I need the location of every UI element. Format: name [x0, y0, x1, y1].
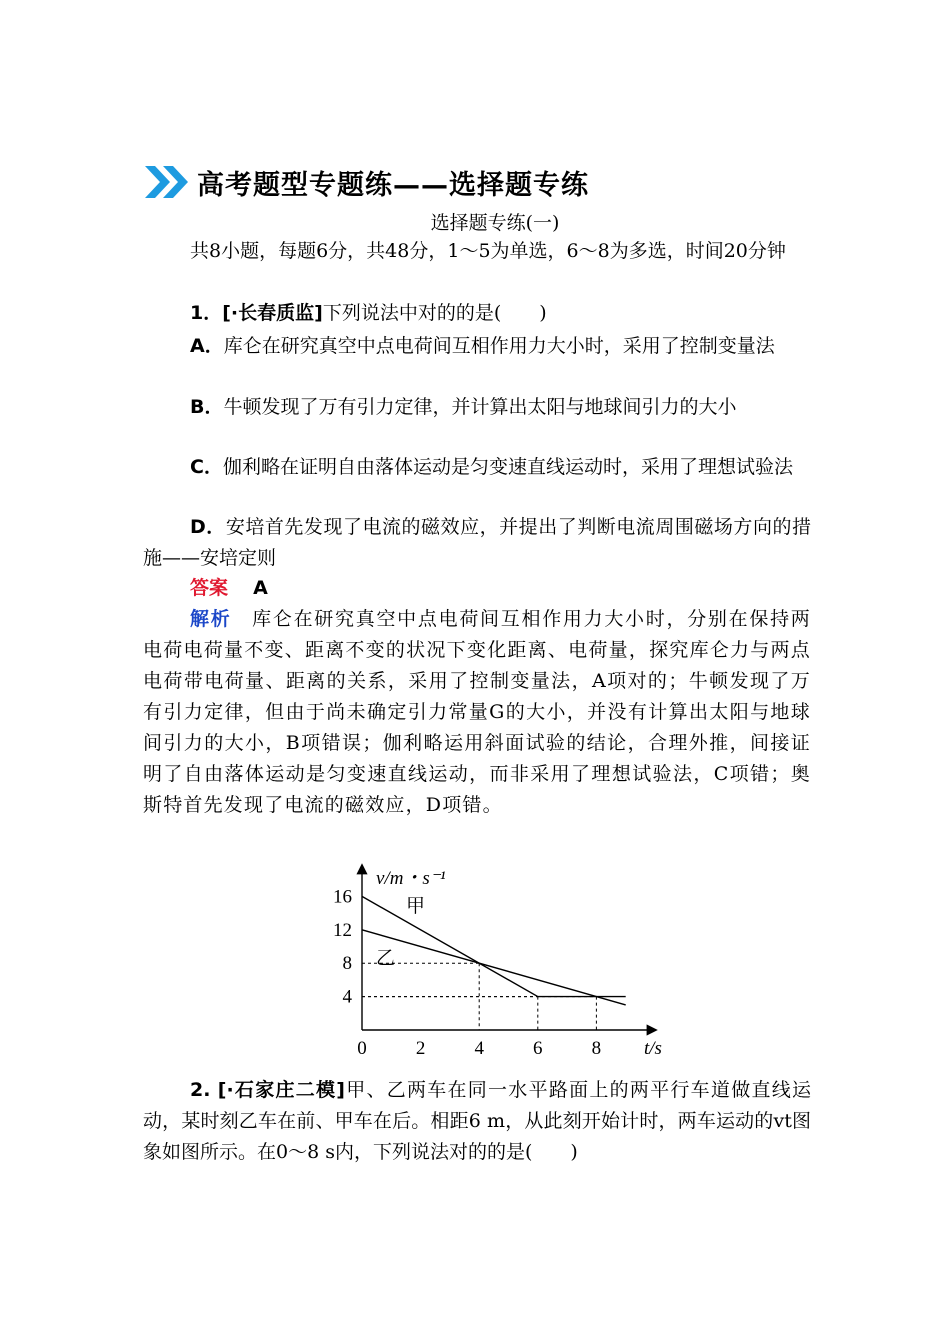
q1-option-text: 安培首先发现了电流的磁效应，并提出了判断电流周围磁场方向的措施——安培定则	[143, 516, 811, 569]
q1-option-c	[143, 452, 811, 483]
x-tick-label: 4	[474, 1038, 484, 1059]
q1-option-letter: B．	[190, 396, 224, 418]
q2-number: 2.	[190, 1079, 211, 1101]
q2-source: [·石家庄二模]	[217, 1079, 345, 1101]
x-tick-label: 6	[533, 1038, 543, 1059]
y-tick-label: 8	[342, 953, 352, 975]
analysis-label: 解析	[190, 608, 232, 630]
q1-stem	[143, 298, 811, 329]
x-tick-label: 2	[415, 1038, 426, 1059]
q2-text: 甲、乙两车在同一水平路面上的两平行车道做直线运动，某时刻乙车在前、甲车在后。相距6 m，从此刻开始计时，两车运动的vt图象如图所示。在0～8 s内，下列说法对的的是( )	[143, 1079, 811, 1163]
series-line-jia	[362, 896, 626, 996]
q1-number: 1．	[190, 302, 223, 324]
series-label-yi: 乙	[376, 948, 396, 969]
x-tick-label: 8	[591, 1038, 602, 1059]
q1-source: [·长春质监]	[222, 302, 323, 324]
section-subtitle: 选择题专练(一)	[430, 212, 560, 234]
page-title: 高考题型专题练——选择题专练	[197, 169, 589, 201]
y-tick-label: 4	[342, 986, 352, 1008]
q1-answer	[143, 573, 811, 604]
tick-labels	[333, 886, 601, 1059]
q1-stem-text: 下列说法中对的的是( )	[322, 302, 547, 324]
q1-option-text: 伽利略在证明自由落体运动是匀变速直线运动时，采用了理想试验法	[222, 456, 793, 478]
series-lines	[362, 896, 626, 1005]
y-tick-label: 16	[333, 886, 352, 908]
series-label-jia: 甲	[406, 896, 426, 917]
double-chevron-icon	[143, 162, 193, 202]
answer-value: A	[253, 577, 268, 599]
answer-label: 答案	[190, 577, 229, 599]
analysis-text: 库仑在研究真空中点电荷间互相作用力大小时，分别在保持两电荷电荷量不变、距离不变的状况下变化距离、电荷量，探究库仑力与两点电荷带电荷量、距离的关系，采用了控制变量法，A项对的；牛顿发现了万有引力定律，但由于尚未确定引力常量G的大小，并没有计算出太阳与地球间引力的大小，B项错误；伽利略运用斜面试验的结论，合理外推，间接证明了自由落体运动是匀变速直线运动，而非采用了理想试验法，C项错；奥斯特首先发现了电流的磁效应，D项错。	[143, 608, 811, 816]
q1-option-a	[143, 331, 811, 362]
q1-option-letter: D．	[190, 516, 226, 538]
vt-chart	[320, 858, 680, 1063]
q1-option-text: 牛顿发现了万有引力定律，并计算出太阳与地球间引力的大小	[223, 396, 737, 418]
x-tick-label: 0	[357, 1038, 367, 1059]
q1-option-letter: A．	[190, 335, 224, 357]
intro-text: 共8小题，每题6分，共48分，1～5为单选，6～8为多选，时间20分钟	[190, 240, 786, 262]
q1-option-text: 库仑在研究真空中点电荷间互相作用力大小时，采用了控制变量法	[223, 335, 775, 357]
q1-option-letter: C．	[190, 456, 223, 478]
q1-option-b	[143, 392, 811, 423]
y-tick-label: 12	[333, 919, 352, 941]
title-row	[143, 160, 589, 204]
q2-stem	[143, 1075, 811, 1168]
y-axis-label: v/m・s⁻¹	[376, 868, 446, 889]
q1-option-d	[143, 512, 811, 574]
series-line-yi	[362, 930, 626, 1005]
q1-analysis	[143, 604, 811, 821]
x-axis-label: t/s	[644, 1038, 662, 1059]
